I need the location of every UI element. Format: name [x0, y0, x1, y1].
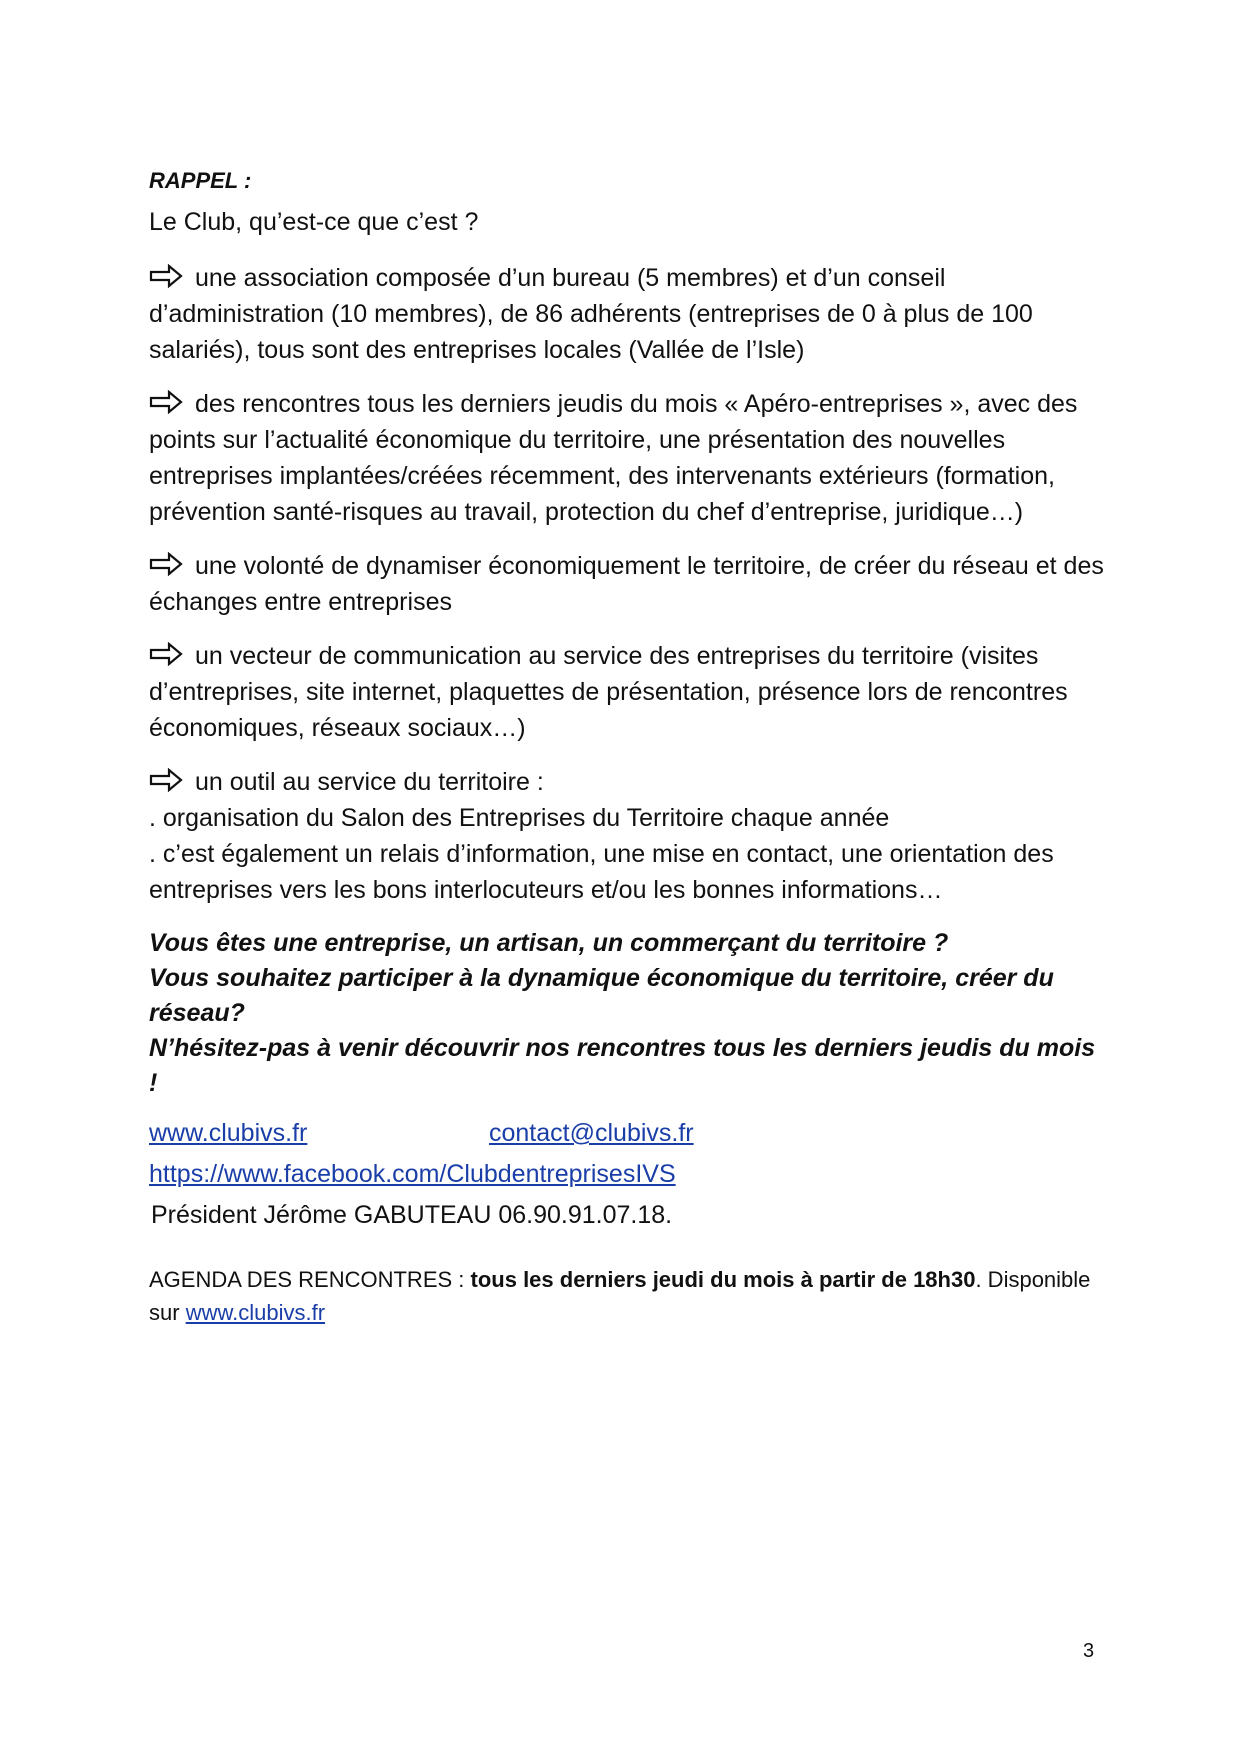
- bullet-volonte: [149, 548, 1109, 620]
- bullet-text: un outil au service du territoire :: [195, 768, 544, 796]
- facebook-link[interactable]: https://www.facebook.com/ClubdentreprisesIVS: [149, 1160, 676, 1188]
- club-question: Le Club, qu’est-ce que c’est ?: [149, 208, 479, 236]
- arrow-right-icon: [149, 264, 183, 288]
- bullet-text: des rencontres tous les derniers jeudis du mois « Apéro-entreprises », avec des points sur l’actualité économique du territoire, une présentation des nouvelles entreprises implantées/créées récemment, des intervenants extérieurs (formation, prévention santé-risques au travail, protection du chef d’entreprise, juridique…): [149, 390, 1078, 526]
- agenda-schedule: tous les derniers jeudi du mois à partir de 18h30: [470, 1267, 976, 1292]
- bullet-rencontres: [149, 386, 1109, 530]
- arrow-right-icon: [149, 552, 183, 576]
- agenda-after-text: . Disponible sur: [149, 1267, 1091, 1325]
- bullet-subitem: . organisation du Salon des Entreprises du Territoire chaque année: [149, 804, 890, 832]
- page-number: 3: [1083, 1640, 1095, 1662]
- website-link[interactable]: www.clubivs.fr: [149, 1119, 308, 1147]
- bullet-vecteur: [149, 638, 1109, 746]
- arrow-right-icon: [149, 768, 183, 792]
- bullet-text: une volonté de dynamiser économiquement le territoire, de créer du réseau et des échanges entre entreprises: [149, 552, 1104, 616]
- callout-block: [149, 926, 1109, 1101]
- contact-block: [149, 1113, 1109, 1236]
- bullet-outil: [149, 764, 1109, 908]
- document-page: [149, 168, 1109, 1236]
- callout-line: Vous êtes une entreprise, un artisan, un commerçant du territoire ?: [149, 929, 949, 957]
- agenda-website-link[interactable]: www.clubivs.fr: [185, 1300, 326, 1325]
- president-contact: Président Jérôme GABUTEAU 06.90.91.07.18.: [151, 1201, 673, 1229]
- agenda-paragraph: [149, 1263, 1109, 1329]
- agenda-label: AGENDA DES RENCONTRES :: [149, 1267, 471, 1292]
- rappel-heading: RAPPEL :: [149, 168, 252, 193]
- contact-links-row: [149, 1113, 1109, 1154]
- arrow-right-icon: [149, 390, 183, 414]
- bullet-subitem: . c’est également un relais d’information, une mise en contact, une orientation des entreprises vers les bons interlocuteurs et/ou les bonnes informations…: [149, 840, 1054, 904]
- bullet-text: une association composée d’un bureau (5 membres) et d’un conseil d’administration (10 membres), de 86 adhérents (entreprises de 0 à plus de 100 salariés), tous sont des entreprises locales (Vallée de l’Isle): [149, 264, 1033, 364]
- callout-line: Vous souhaitez participer à la dynamique économique du territoire, créer du réseau?: [149, 964, 1054, 1027]
- arrow-right-icon: [149, 642, 183, 666]
- bullet-text: un vecteur de communication au service des entreprises du territoire (visites d’entreprises, site internet, plaquettes de présentation, présence lors de rencontres économiques, réseaux sociaux…): [149, 642, 1068, 742]
- callout-line: N’hésitez-pas à venir découvrir nos rencontres tous les derniers jeudis du mois !: [149, 1034, 1096, 1097]
- email-link[interactable]: contact@clubivs.fr: [489, 1119, 694, 1147]
- facebook-row: [149, 1154, 1109, 1195]
- bullet-association: [149, 260, 1109, 368]
